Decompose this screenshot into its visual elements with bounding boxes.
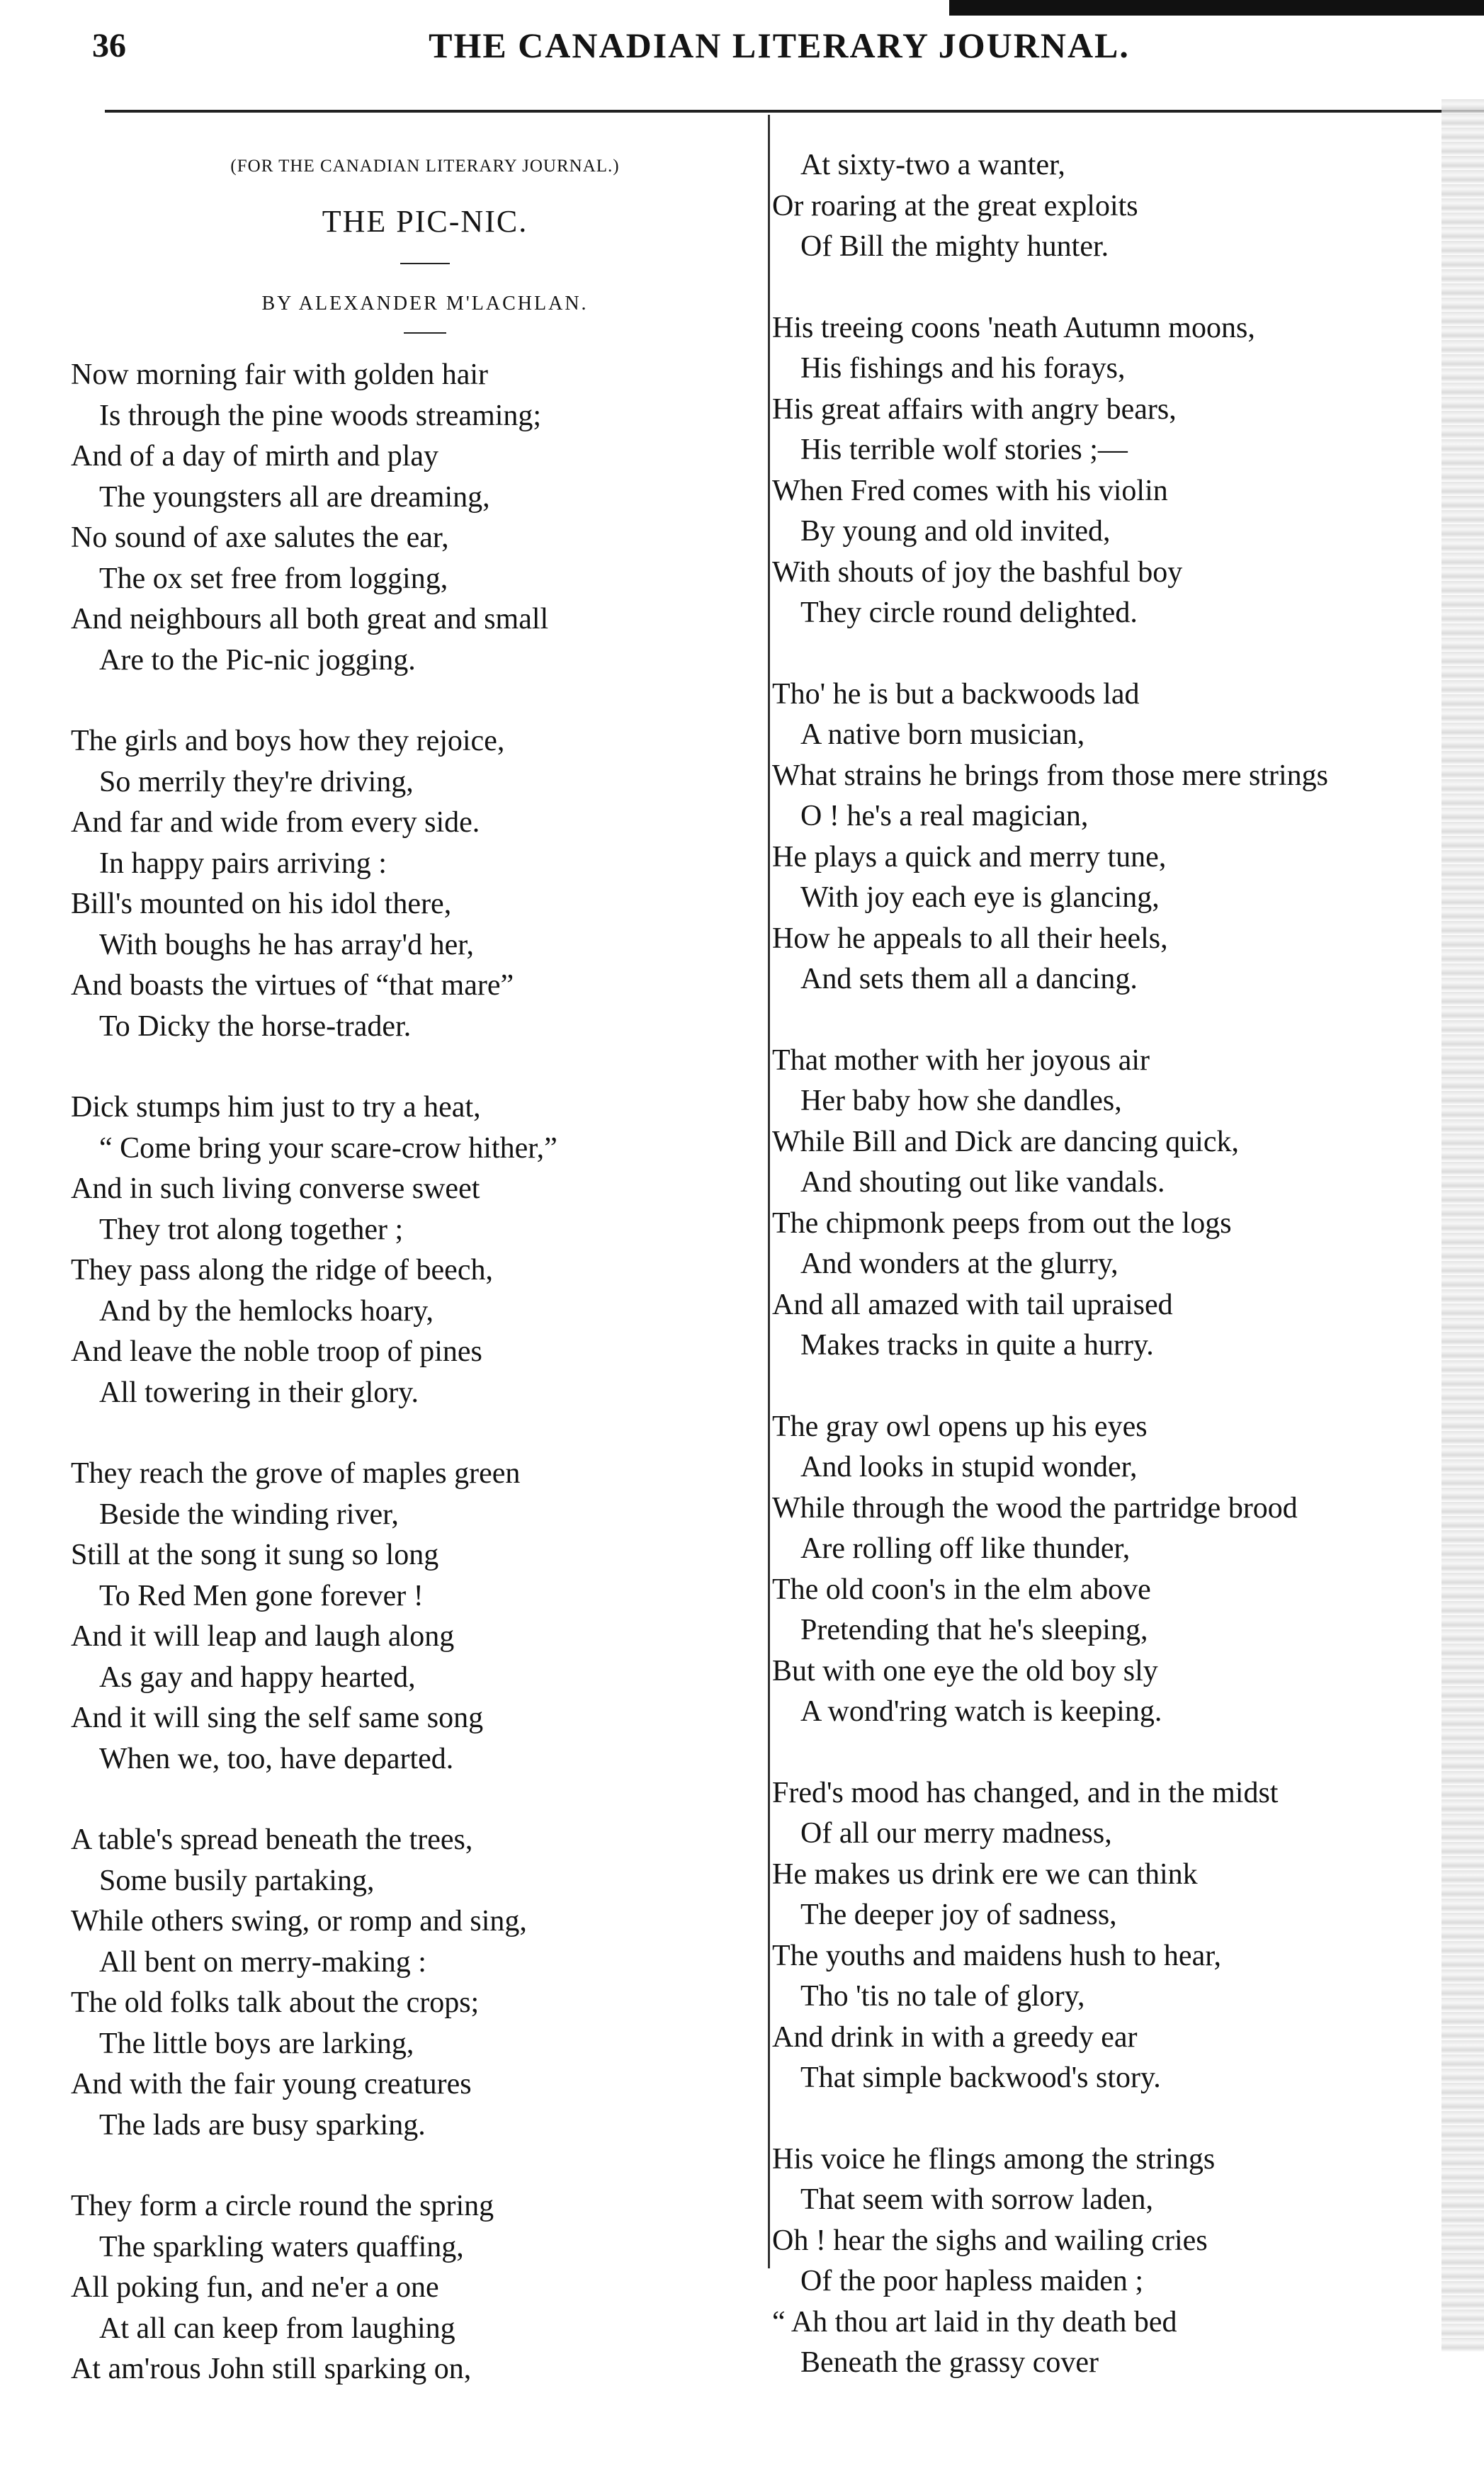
poem-line: The little boys are larking,: [99, 2027, 414, 2060]
poem-line: And wonders at the glurry,: [800, 1248, 1118, 1280]
poem-line: They form a circle round the spring: [71, 2190, 494, 2222]
poem-line: And looks in stupid wonder,: [800, 1451, 1138, 1483]
header-rule: [105, 110, 1484, 113]
poem-line: And neighbours all both great and small: [71, 603, 549, 635]
poem-line: The old folks talk about the crops;: [71, 1986, 480, 2019]
stanza: [71, 1820, 751, 2146]
stanza: [71, 2186, 751, 2390]
poem-line: While others swing, or romp and sing,: [71, 1905, 527, 1938]
poem-line: O ! he's a real magician,: [800, 800, 1089, 832]
poem-line: At sixty-two a wanter,: [800, 149, 1065, 181]
poem-line: Beside the winding river,: [99, 1498, 399, 1531]
poem-line: To Dicky the horse-trader.: [99, 1009, 412, 1043]
poem-line: His great affairs with angry bears,: [772, 392, 1177, 426]
column-divider: [768, 115, 770, 2268]
left-stanzas: [71, 355, 751, 2390]
poem-line: But with one eye the old boy sly: [772, 1654, 1158, 1687]
poem-line: He makes us drink ere we can think: [772, 1857, 1198, 1891]
poem-line: And drink in with a greedy ear: [772, 2020, 1138, 2054]
poem-line: His fishings and his forays,: [800, 352, 1126, 385]
poem-line: To Red Men gone forever !: [99, 1579, 424, 1612]
journal-title: THE CANADIAN LITERARY JOURNAL.: [429, 26, 1130, 65]
poem-line: Are to the Pic-nic jogging.: [99, 643, 416, 677]
poem-line: The sparkling waters quaffing,: [99, 2230, 464, 2263]
poem-line: And shouting out like vandals.: [800, 1166, 1165, 1199]
poem-line: While through the wood the partridge brood: [772, 1491, 1298, 1525]
stanza: [772, 1407, 1452, 1733]
top-edge-rule: [949, 0, 1484, 16]
right-stanzas: [772, 145, 1452, 2384]
poem-title: THE PIC-NIC.: [322, 204, 528, 239]
left-column: [71, 145, 751, 2390]
poem-line: No sound of axe salutes the ear,: [71, 521, 449, 554]
stanza: [772, 145, 1452, 268]
poem-line: With boughs he has array'd her,: [99, 928, 475, 961]
poem-line: Are rolling off like thunder,: [800, 1532, 1131, 1565]
stanza: [71, 1087, 751, 1413]
poem-line: All towering in their glory.: [99, 1376, 419, 1409]
stanza: [71, 1454, 751, 1780]
poem-line: Or roaring at the great exploits: [772, 189, 1138, 222]
poem-line: “ Come bring your scare-crow hither,”: [99, 1131, 557, 1165]
poem-line: And of a day of mirth and play: [71, 440, 439, 473]
poem-line: And in such living converse sweet: [71, 1172, 480, 1205]
poem-line: And sets them all a dancing.: [800, 963, 1138, 995]
poem-line: Now morning fair with golden hair: [71, 358, 489, 391]
poem-line: When we, too, have departed.: [99, 1742, 454, 1775]
poem-line: In happy pairs arriving :: [99, 847, 387, 880]
poem-line: How he appeals to all their heels,: [772, 922, 1168, 955]
stanza: [772, 674, 1452, 1000]
poem-line: Pretending that he's sleeping,: [800, 1614, 1148, 1646]
poem-line: Is through the pine woods streaming;: [99, 399, 542, 432]
poem-line: And with the fair young creatures: [71, 2068, 472, 2100]
poem-line: As gay and happy hearted,: [99, 1661, 416, 1694]
poem-line: That seem with sorrow laden,: [800, 2183, 1154, 2216]
poem-line: That simple backwood's story.: [800, 2061, 1161, 2094]
poem-line: Dick stumps him just to try a heat,: [71, 1091, 481, 1124]
poem-line: And it will leap and laugh along: [71, 1620, 455, 1653]
poem-line: They reach the grove of maples green: [71, 1457, 521, 1490]
poem-line: And leave the noble troop of pines: [71, 1335, 482, 1368]
poem-line: The lads are busy sparking.: [99, 2108, 426, 2142]
poem-line: At am'rous John still sparking on,: [71, 2353, 472, 2385]
stanza: [772, 1773, 1452, 2099]
poem-line: So merrily they're driving,: [99, 765, 414, 798]
byline-rule: [404, 332, 446, 334]
poem-line: All poking fun, and ne'er a one: [71, 2271, 439, 2304]
poem-line: Some busily partaking,: [99, 1864, 375, 1897]
poem-line: The gray owl opens up his eyes: [772, 1410, 1148, 1443]
poem-line: The chipmonk peeps from out the logs: [772, 1206, 1232, 1240]
poem-line: Tho' he is but a backwoods lad: [772, 677, 1140, 711]
poem-line: Makes tracks in quite a hurry.: [800, 1329, 1154, 1362]
poem-line: All bent on merry-making :: [99, 1945, 426, 1979]
poem-line: A table's spread beneath the trees,: [71, 1823, 473, 1856]
stanza: [71, 355, 751, 681]
poem-line: “ Ah thou art laid in thy death bed: [772, 2305, 1177, 2338]
poem-line: His voice he flings among the strings: [772, 2142, 1216, 2176]
poem-line: The girls and boys how they rejoice,: [71, 725, 505, 757]
poem-line: Still at the song it sung so long: [71, 1539, 439, 1571]
poem-line: They trot along together ;: [99, 1213, 404, 1246]
poem-line: He plays a quick and merry tune,: [772, 840, 1167, 873]
stanza: [772, 308, 1452, 634]
poem-line: The old coon's in the elm above: [772, 1573, 1151, 1606]
poem-line: The deeper joy of sadness,: [800, 1899, 1117, 1931]
poem-line: While Bill and Dick are dancing quick,: [772, 1125, 1239, 1158]
poem-line: With joy each eye is glancing,: [800, 881, 1160, 914]
poem-line: What strains he brings from those mere strings: [772, 759, 1328, 792]
poem-line: Oh ! hear the sighs and wailing cries: [772, 2224, 1208, 2257]
poem-line: His terrible wolf stories ;—: [800, 434, 1128, 466]
poem-line: A native born musician,: [800, 718, 1085, 751]
poem-line: And far and wide from every side.: [71, 806, 480, 839]
poem-line: Beneath the grassy cover: [800, 2346, 1099, 2379]
poem-line: Her baby how she dandles,: [800, 1085, 1122, 1117]
poem-line: At all can keep from laughing: [99, 2312, 455, 2345]
poem-line: Of Bill the mighty hunter.: [800, 230, 1109, 263]
poem-line: By young and old invited,: [800, 515, 1111, 548]
poem-line: When Fred comes with his violin: [772, 474, 1168, 507]
poem-line: The youngsters all are dreaming,: [99, 480, 490, 514]
poem-line: And by the hemlocks hoary,: [99, 1294, 434, 1328]
poem-line: And all amazed with tail upraised: [772, 1288, 1173, 1321]
poem-line: Fred's mood has changed, and in the midst: [772, 1776, 1279, 1809]
poem-line: Of all our merry madness,: [800, 1817, 1112, 1850]
stanza: [772, 1041, 1452, 1367]
stanza: [71, 721, 751, 1047]
source-note: (FOR THE CANADIAN LITERARY JOURNAL.): [230, 157, 620, 176]
poem-line: They circle round delighted.: [800, 596, 1138, 629]
poem-line: And boasts the virtues of “that mare”: [71, 969, 514, 1002]
poem-line: Bill's mounted on his idol there,: [71, 888, 452, 920]
poem-line: The ox set free from logging,: [99, 562, 448, 595]
poem-line: The youths and maidens hush to hear,: [772, 1939, 1222, 1972]
poem-line: They pass along the ridge of beech,: [71, 1254, 493, 1286]
stanza: [772, 2139, 1452, 2384]
title-rule: [400, 263, 450, 264]
poem-line: His treeing coons 'neath Autumn moons,: [772, 311, 1255, 344]
poem-line: And it will sing the self same song: [71, 1702, 484, 1734]
poem-line: Tho 'tis no tale of glory,: [800, 1980, 1085, 2013]
page-number: 36: [92, 27, 126, 64]
poem-line: Of the poor hapless maiden ;: [800, 2265, 1144, 2297]
byline: BY ALEXANDER M'LACHLAN.: [261, 293, 589, 315]
poem-line: A wond'ring watch is keeping.: [800, 1695, 1162, 1728]
poem-line: That mother with her joyous air: [772, 1043, 1150, 1077]
poem-line: With shouts of joy the bashful boy: [772, 555, 1183, 589]
right-column: [772, 145, 1452, 2384]
